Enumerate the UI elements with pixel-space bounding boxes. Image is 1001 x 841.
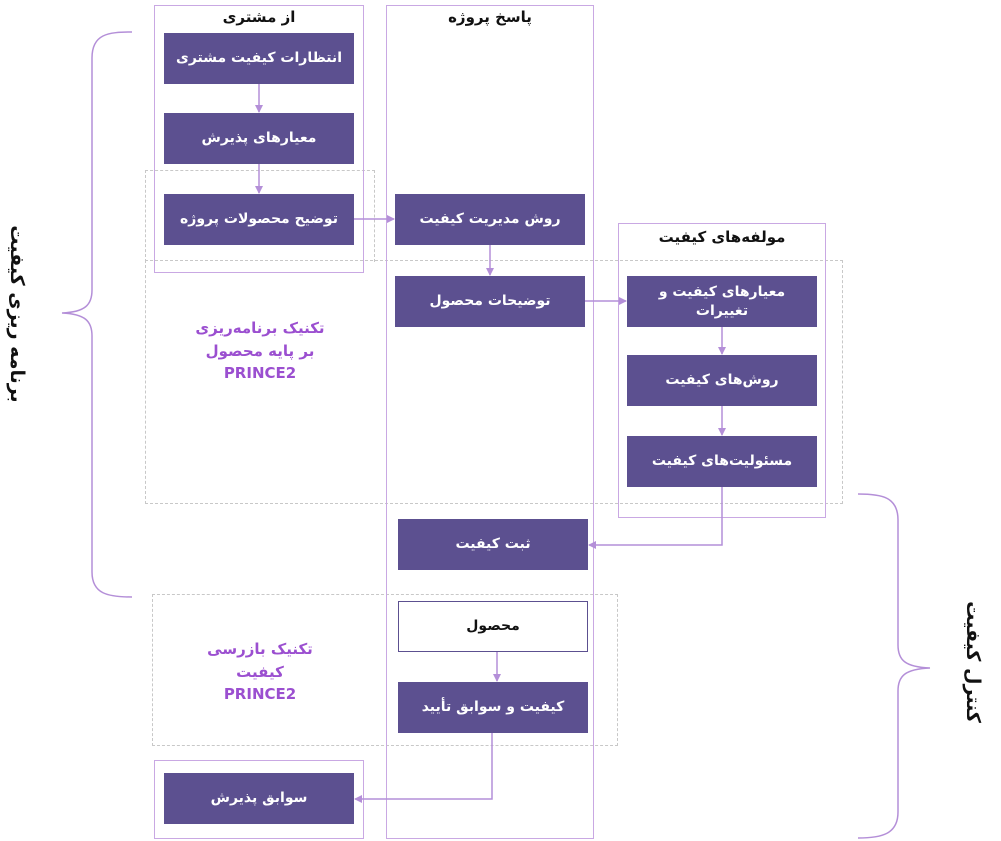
- product-box: محصول: [398, 601, 588, 652]
- quality-register-box: ثبت کیفیت: [398, 519, 588, 570]
- customer-quality-expectations-box: انتظارات کیفیت مشتری: [164, 33, 354, 84]
- product-descriptions-box: توضیحات محصول: [395, 276, 585, 327]
- acceptance-criteria-box: معیارهای پذیرش: [164, 113, 354, 164]
- project-product-description-box: توضیح محصولات پروژه: [164, 194, 354, 245]
- quality-planning-label: برنامه ریزی کیفیت: [6, 225, 28, 403]
- review-technique-line2: کیفیت: [236, 662, 284, 681]
- arrow-responsibilities-to-register: [589, 487, 722, 545]
- quality-criteria-tolerances-box: معیارهای کیفیت و تغییرات: [627, 276, 817, 327]
- quality-methods-box: روش‌های کیفیت: [627, 355, 817, 406]
- quality-control-label: کنترل کیفیت: [962, 601, 984, 723]
- project-response-column-header: پاسخ پروژه: [448, 8, 532, 26]
- quality-responsibilities-box: مسئولیت‌های کیفیت: [627, 436, 817, 487]
- review-technique-line1: تکنیک بازرسی: [207, 640, 313, 658]
- customer-column-header: از مشتری: [222, 8, 296, 26]
- planning-technique-line2: بر پایه محصول: [205, 341, 315, 360]
- acceptance-records-box: سوابق پذیرش: [164, 773, 354, 824]
- planning-technique-line3: PRINCE2: [223, 364, 297, 382]
- review-technique-line3: PRINCE2: [223, 685, 297, 703]
- quality-control-brace: [858, 494, 930, 838]
- quality-components-column-header: مولفه‌های کیفیت: [658, 228, 786, 246]
- quality-approval-records-box: کیفیت و سوابق تأیید: [398, 682, 588, 733]
- planning-technique-line1: تکنیک برنامه‌ریزی: [195, 319, 325, 337]
- arrow-approval-to-acceptance-records: [355, 733, 492, 799]
- quality-management-approach-box: روش مدیریت کیفیت: [395, 194, 585, 245]
- quality-planning-brace: [62, 32, 132, 597]
